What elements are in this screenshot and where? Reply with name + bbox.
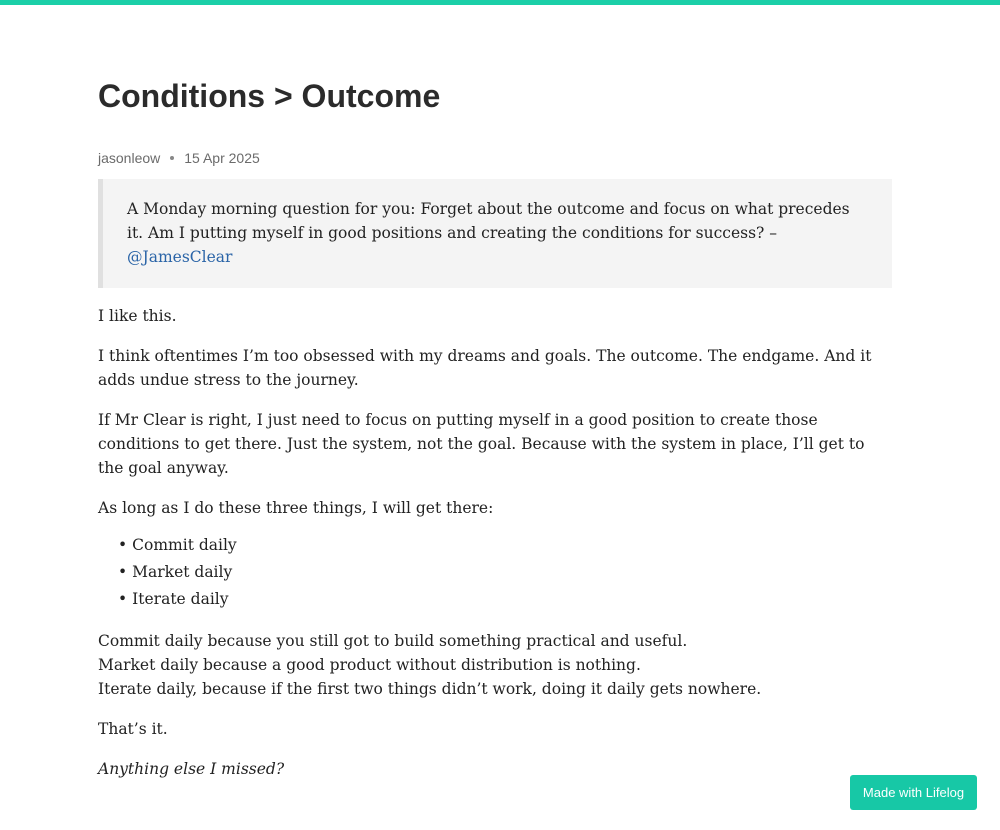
list-item-text: Commit daily xyxy=(132,536,237,554)
list-item xyxy=(118,586,892,613)
explanation-line: Iterate daily, because if the first two things didn’t work, doing it daily gets nowhere. xyxy=(98,680,762,698)
explanation-line: Commit daily because you still got to build something practical and useful. xyxy=(98,632,688,650)
quote-author-link[interactable]: @JamesClear xyxy=(127,248,233,266)
explanation-paragraph xyxy=(98,629,892,701)
top-accent-bar xyxy=(0,0,1000,5)
habit-list xyxy=(98,532,892,613)
author-name[interactable]: jasonleow xyxy=(98,150,161,166)
list-item xyxy=(118,532,892,559)
list-item-text: Market daily xyxy=(132,563,233,581)
closing-paragraph: That’s it. xyxy=(98,720,168,738)
quote-block xyxy=(98,179,892,288)
post-body xyxy=(98,304,892,781)
list-item-text: Iterate daily xyxy=(132,590,229,608)
paragraph: If Mr Clear is right, I just need to focus on putting myself in a good position to create those conditions to get there. Just the system, not the goal. Because with the system in place, I’ll get to the goal anyway. xyxy=(98,411,865,477)
list-item xyxy=(118,559,892,586)
paragraph: As long as I do these three things, I will get there: xyxy=(98,499,494,517)
paragraph: I like this. xyxy=(98,307,177,325)
paragraph: I think oftentimes I’m too obsessed with my dreams and goals. The outcome. The endgame. And it adds undue stress to the journey. xyxy=(98,347,872,389)
closing-question: Anything else I missed? xyxy=(98,760,285,778)
post-date: 15 Apr 2025 xyxy=(184,150,260,166)
bullet: • xyxy=(118,590,128,608)
made-with-lifelog-button[interactable]: Made with Lifelog xyxy=(850,775,977,810)
bullet: • xyxy=(118,536,128,554)
post-meta xyxy=(98,149,892,167)
separator-dot xyxy=(170,156,174,160)
post xyxy=(98,76,892,781)
quote-text: A Monday morning question for you: Forget about the outcome and focus on what precedes it. Am I putting myself in good positions and creating the conditions for success? – xyxy=(127,200,850,242)
bullet: • xyxy=(118,563,128,581)
post-title: Conditions > Outcome xyxy=(98,78,441,114)
explanation-line: Market daily because a good product without distribution is nothing. xyxy=(98,656,641,674)
